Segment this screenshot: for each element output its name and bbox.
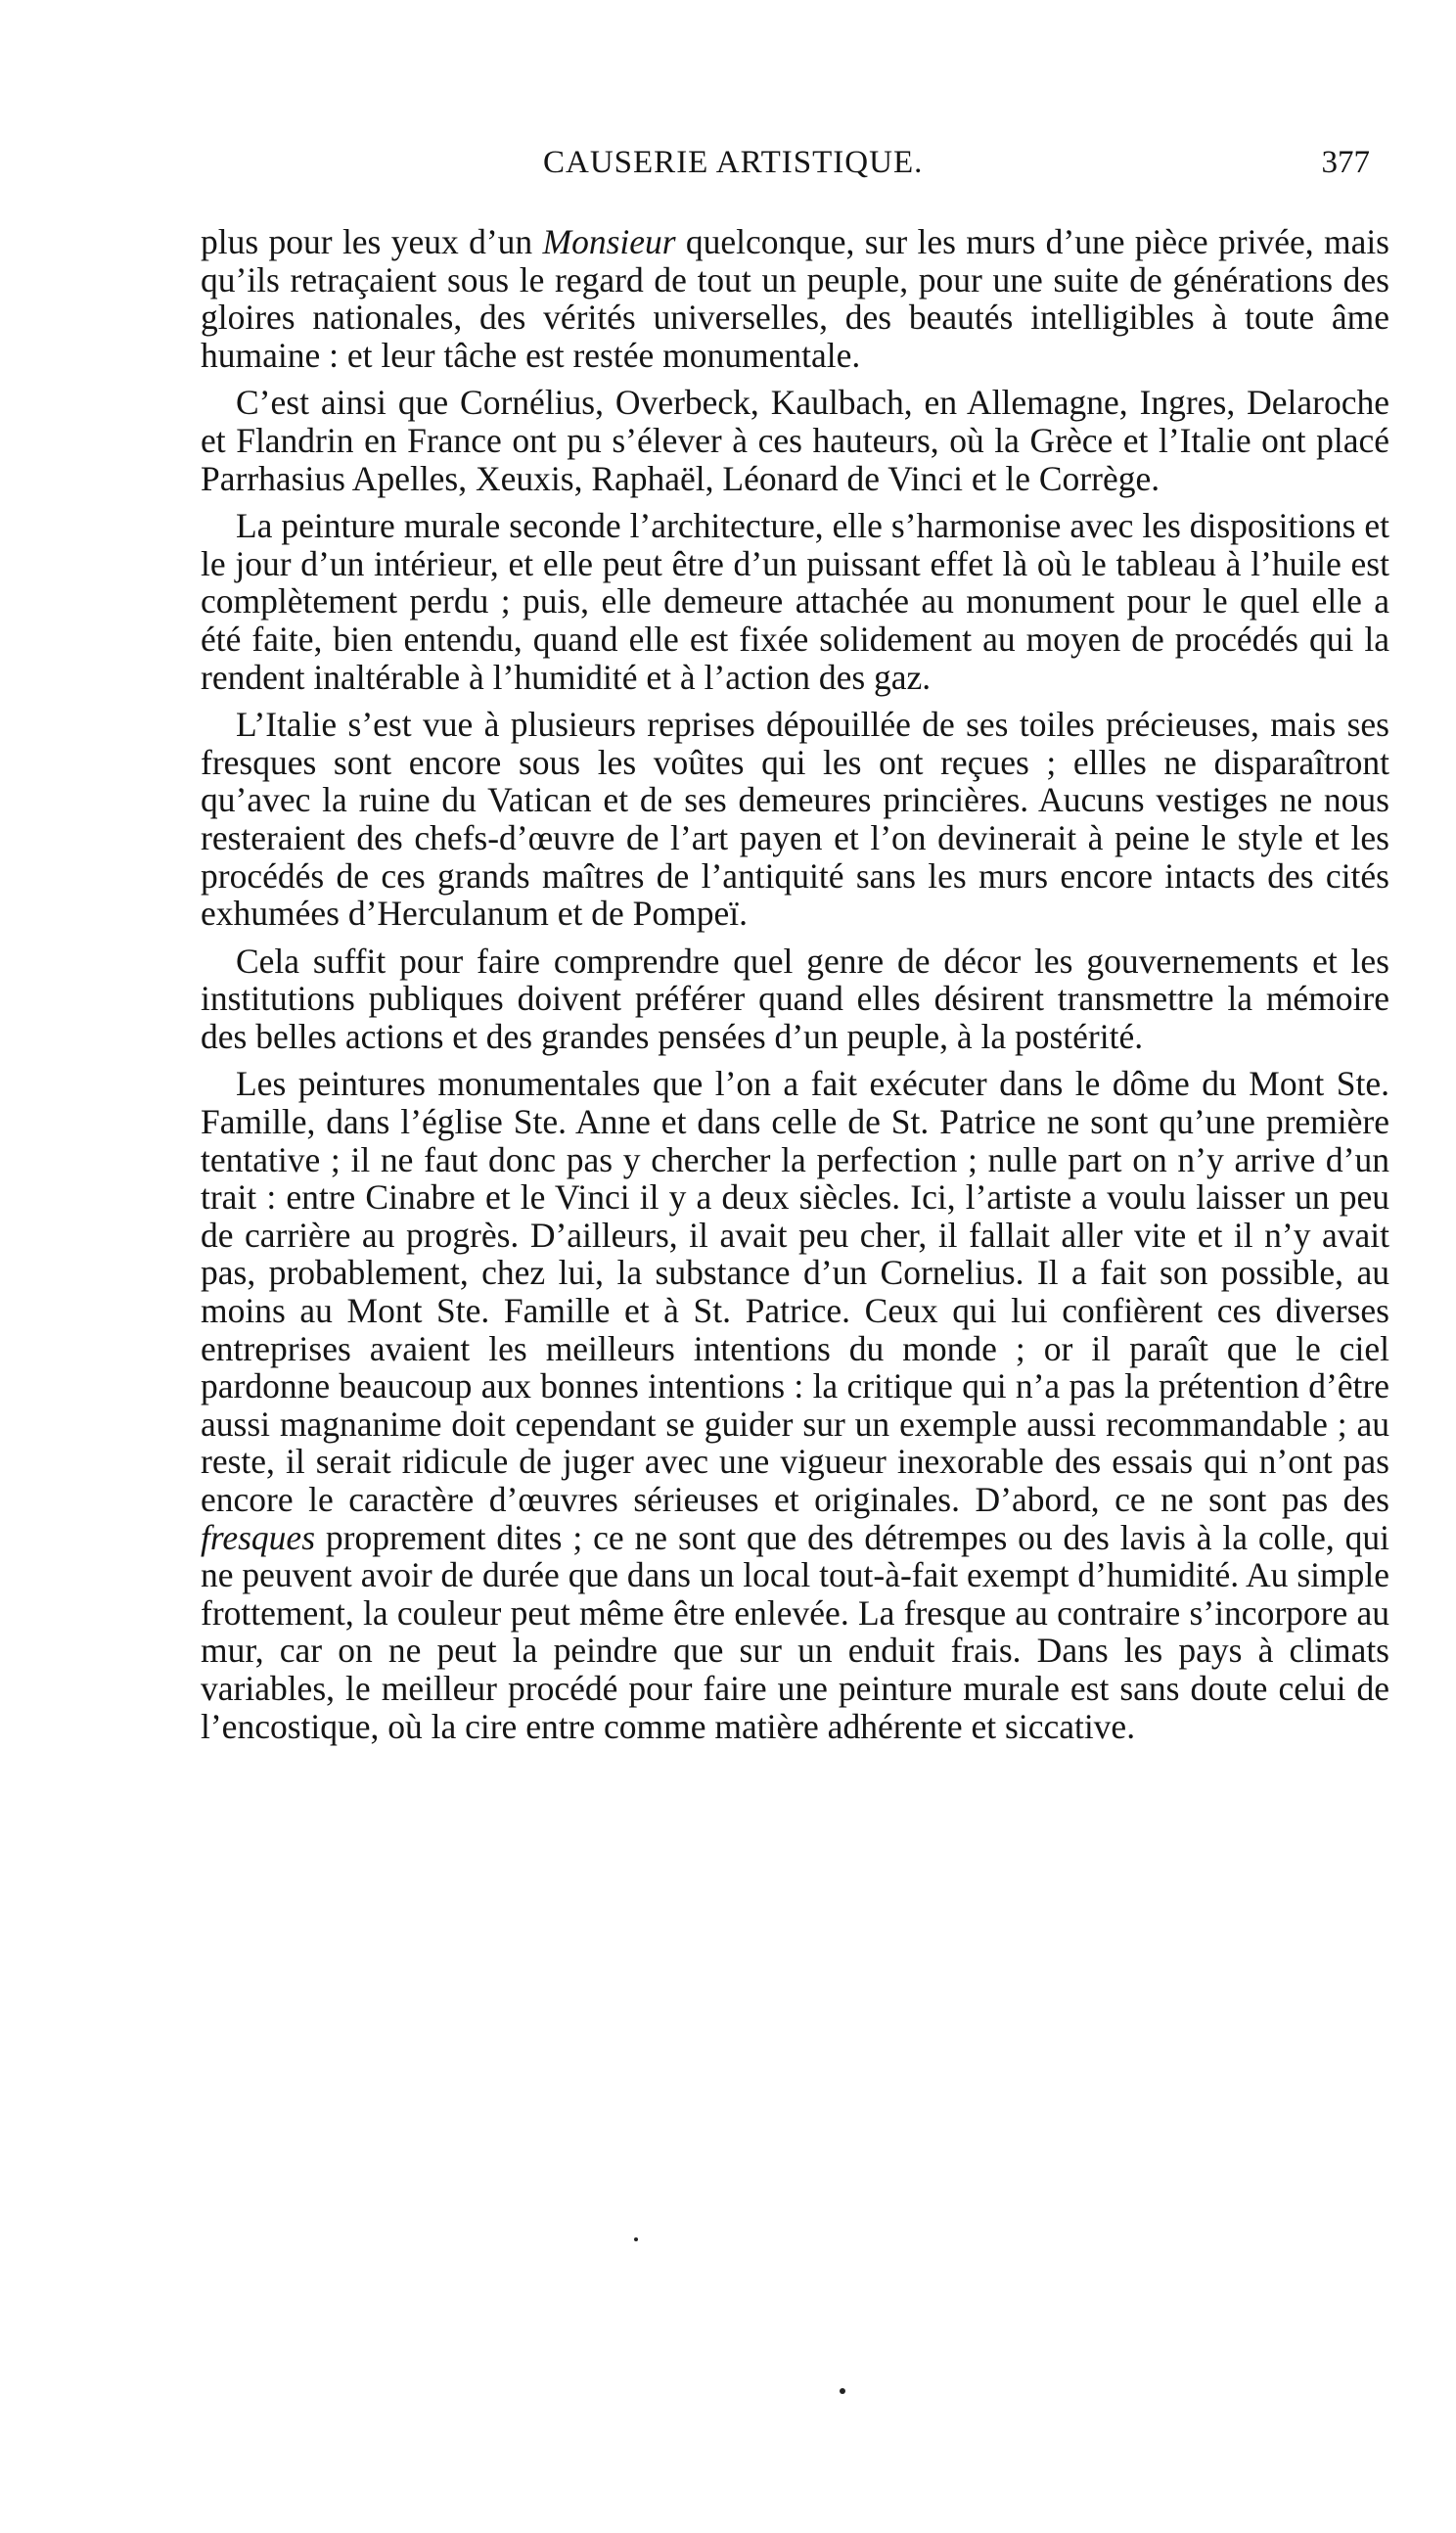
ink-speck — [634, 2237, 638, 2241]
paragraph-1: plus pour les yeux d’un Monsieur quelconque, sur les murs d’une pièce privée, mais qu’ils retraçaient sous le regard de tout un peuple, pour une suite de générations des gloires nationales, des vérités universelles, des beautés intelligibles à toute âme humaine : et leur tâche est restée monumentale. — [201, 222, 1389, 375]
running-title: CAUSERIE ARTISTIQUE. — [543, 145, 924, 180]
italic-word: Monsieur — [542, 222, 676, 261]
paragraph-3: La peinture murale seconde l’architecture, elle s’harmonise avec les dispositions et le jour d’un intérieur, et elle peut être d’un puissant effet là où le tableau à l’huile est complètement perdu ; puis, elle demeure attachée au monument pour le quel elle a été faite, bien entendu, quand elle est fixée solidement au moyen de procédés qui la rendent inaltérable à l’humidité et à l’action des gaz. — [201, 506, 1389, 697]
page-number: 377 — [1321, 145, 1370, 180]
paragraph-2: C’est ainsi que Cornélius, Overbeck, Kaulbach, en Allemagne, Ingres, Delaroche et Flandrin en France ont pu s’élever à ces hauteurs, où la Grèce et l’Italie ont placé Parrhasius Apelles, Xeuxis, Raphaël, Léonard de Vinci et le Corrège. — [201, 383, 1389, 498]
paragraph-5: Cela suffit pour faire comprendre quel genre de décor les gouvernements et les institutions publiques doivent préférer quand elles désirent transmettre la mémoire des belles actions et des grandes pensées d’un peuple, à la postérité. — [201, 941, 1389, 1056]
page-header — [201, 145, 1370, 194]
paragraph-6: Les peintures monumentales que l’on a fait exécuter dans le dôme du Mont Ste. Famille, dans l’église Ste. Anne et dans celle de St. Patrice ne sont qu’une première tentative ; il ne faut donc pas y chercher la perfection ; nulle part on n’y arrive d’un trait : entre Cinabre et le Vinci il y a deux siècles. Ici, l’artiste a voulu laisser un peu de carrière au progrès. D’ailleurs, il avait peu cher, il fallait aller vite et il n’y avait pas, probablement, chez lui, la substance d’un Cornelius. Il a fait son possible, au moins au Mont Ste. Famille et à St. Patrice. Ceux qui lui confièrent ces diverses entreprises avaient les meilleurs intentions du monde ; or il paraît que le ciel pardonne beaucoup aux bonnes intentions : la critique qui n’a pas la prétention d’être aussi magnanime doit cependant se guider sur un exemple aussi recommandable ; au reste, il serait ridicule de juger avec une vigueur inexorable des essais qui n’ont pas encore le caractère d’œuvres sérieuses et originales. D’abord, ce ne sont pas des fresques proprement dites ; ce ne sont que des détrempes ou des lavis à la colle, qui ne peuvent avoir de durée que dans un local tout-à-fait exempt d’humidité. Au simple frottement, la couleur peut même être enlevée. La fresque au contraire s’incorpore au mur, car on ne peut la peindre que sur un enduit frais. Dans les pays à climats variables, le meilleur procédé pour faire une peinture murale est sans doute celui de l’encostique, où la cire entre comme matière adhérente et siccative. — [201, 1064, 1389, 1746]
italic-word: fresques — [201, 1517, 316, 1557]
body-text — [201, 223, 1389, 1755]
paragraph-4: L’Italie s’est vue à plusieurs reprises dépouillée de ses toiles précieuses, mais ses fresques sont encore sous les voûtes qui les ont reçues ; ellles ne disparaîtront qu’avec la ruine du Vatican et de ses demeures princières. Aucuns vestiges ne nous resteraient des chefs-d’œuvre de l’art payen et l’on devinerait à peine le style et les procédés de ces grands maîtres de l’antiquité sans les murs encore intacts des cités exhumées d’Herculanum et de Pompeï. — [201, 705, 1389, 934]
ink-speck — [840, 2388, 845, 2394]
